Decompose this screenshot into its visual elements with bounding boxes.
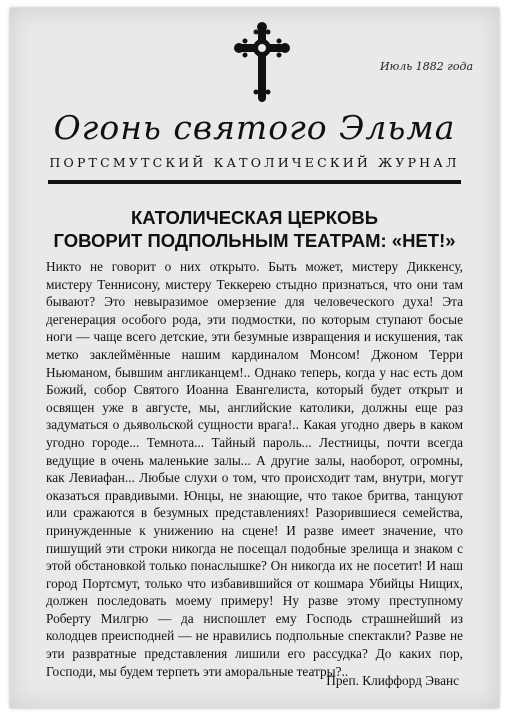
journal-title: Огонь святого Эльма bbox=[53, 108, 456, 147]
article-headline bbox=[10, 206, 499, 252]
ornate-cross-icon bbox=[232, 22, 292, 102]
headline-line-2: ГОВОРИТ ПОДПОЛЬНЫМ ТЕАТРАМ: «НЕТ!» bbox=[53, 230, 456, 251]
article-body: Никто не говорит о них открыто. Быть может, мистеру Диккенсу, мистеру Теннисону, мистеру Теккерею стыдно признаться, что они там бывают? Это невыразимое омерзение для человеческого духа! Эта дегенерация особого рода, эти подмостки, по которым ступают босые ноги — чаще всего детские, эти безумные извращения и искушения, так метко заклеймённые нашим кардиналом Монсом! Джоном Терри Ньюманом, бывшим англиканцем!.. Однако теперь, когда у нас есть дом Божий, собор Святого Иоанна Евангелиста, который будет открыт и освящен уже в августе, мы, английские католики, должны еще раз задуматься о дьявольской сущности врага!.. Какая угодно дверь в каком угодно городе... Темнота... Тайный пароль... Лестницы, почти всегда ведущие в очень маленькие залы... А другие залы, наоборот, огромны, как Левиафан... Любые слухи о том, что происходит там, внутри, могут оказаться правдивыми. Юнцы, не знающие, что такое бритва, танцуют или сражаются в безумных представлениях! Разорившиеся семейства, принужденные к унижению на сцене! И разве имеет значение, что пишущий эти строки никогда не посещал подобные зрелища и знаком с этой обстановкой только понаслышке? Он никогда их не посетит! И наш город Портсмут, только что избавившийся от кошмара Убийцы Нищих, должен последовать моему примеру! Ну разве этому преступному Роберту Милгрю — да ниспошлет ему Господь страшнейший из колодцев преисподней — не нравились подпольные спектакли? Разве не эти развратные представления лишили его рассудка? До каких пор, Господи, мы будем терпеть эти аморальные театры?.. bbox=[46, 259, 463, 679]
journal-subtitle: ПОРТСМУТСКИЙ КАТОЛИЧЕСКИЙ ЖУРНАЛ bbox=[49, 155, 460, 170]
headline-line-1: КАТОЛИЧЕСКАЯ ЦЕРКОВЬ bbox=[130, 207, 379, 228]
article-signature: Преп. Клиффорд Эванс bbox=[326, 673, 459, 688]
newspaper-page bbox=[10, 8, 499, 708]
issue-date: Июль 1882 года bbox=[380, 60, 473, 73]
masthead-divider bbox=[48, 180, 461, 184]
